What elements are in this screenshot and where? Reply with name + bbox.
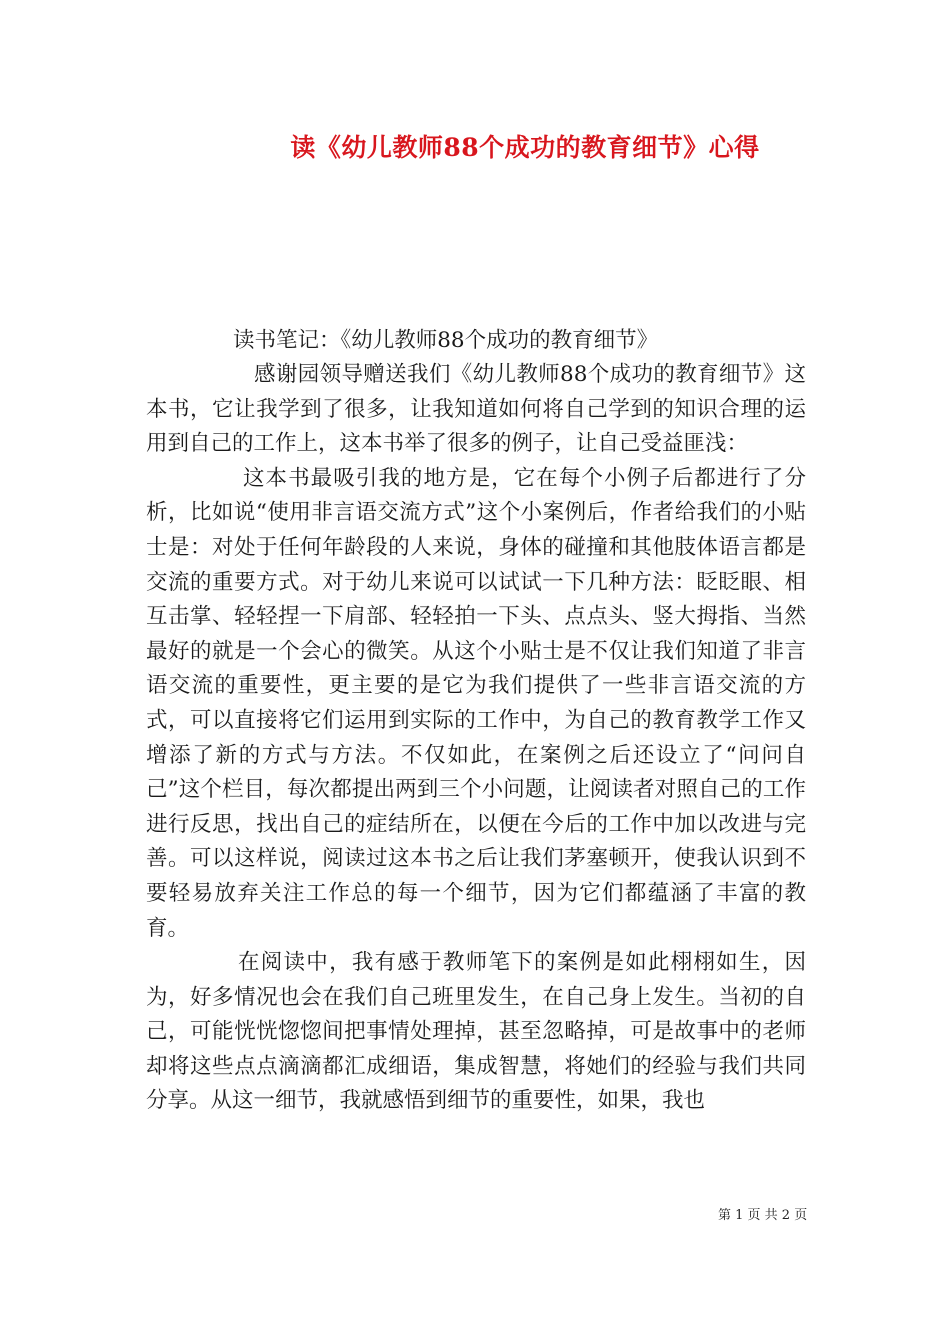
paragraph-3: 在阅读中，我有感于教师笔下的案例是如此栩栩如生，因为，好多情况也会在我们自己班里发生，在自己身上发生。当初的自己，可能恍恍惚惚间把事情处理掉，甚至忽略掉，可是故事中的老师却将这些点点滴滴都汇成细语，集成智慧，将她们的经验与我们共同分享。从这一细节，我就感悟到细节的重要性，如果，我也 — [146, 950, 806, 1114]
document-title: 读《幼儿教师88个成功的教育细节》心得 — [290, 133, 760, 162]
paragraph-1: 感谢园领导赠送我们《幼儿教师88个成功的教育细节》这本书，它让我学到了很多，让我知道如何将自己学到的知识合理的运用到自己的工作上，这本书举了很多的例子，让自己受益匪浅： — [146, 362, 806, 457]
paragraph-2: 这本书最吸引我的地方是，它在每个小例子后都进行了分析，比如说“使用非言语交流方式”这个小案例后，作者给我们的小贴士是：对处于任何年龄段的人来说，身体的碰撞和其他肢体语言都是交流的重要方式。对于幼儿来说可以试试一下几种方法：眨眨眼、相互击掌、轻轻捏一下肩部、轻轻拍一下头、点点头、竖大拇指、当然最好的就是一个会心的微笑。从这个小贴士是不仅让我们知道了非言语交流的重要性，更主要的是它为我们提供了一些非言语交流的方式，可以直接将它们运用到实际的工作中，为自己的教育教学工作又增添了新的方式与方法。不仅如此，在案例之后还设立了“问问自己”这个栏目，每次都提出两到三个小问题，让阅读者对照自己的工作进行反思，找出自己的症结所在，以便在今后的工作中加以改进与完善。可以这样说，阅读过这本书之后让我们茅塞顿开，使我认识到不要轻易放弃关注工作总的每一个细节，因为它们都蕴涵了丰富的教育。 — [146, 465, 806, 941]
document-body — [146, 358, 806, 1119]
document-subtitle: 读书笔记：《幼儿教师88个成功的教育细节》 — [233, 328, 659, 353]
page-number-footer: 第 1 页 共 2 页 — [718, 1208, 808, 1223]
